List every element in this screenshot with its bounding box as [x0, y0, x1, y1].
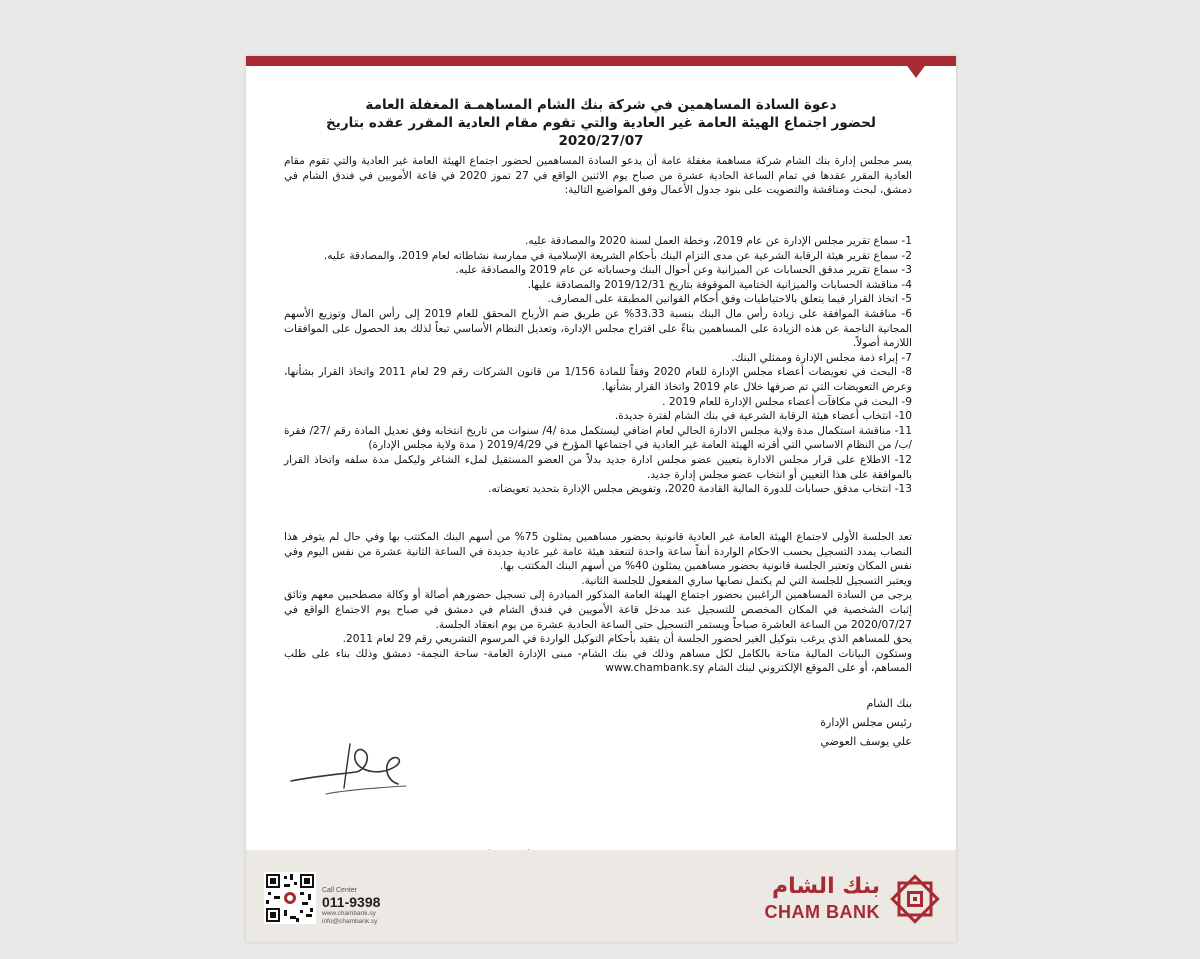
agenda-item: 1- سماع تقرير مجلس الإدارة عن عام 2019، وخطة العمل لسنة 2020 والمصادقة عليه.: [525, 235, 912, 247]
top-accent-bar: [246, 56, 956, 66]
financials-paragraph: وستكون البيانات المالية متاحة بالكامل لكل مساهم وذلك في بنك الشام- مبنى الإدارة العامة- ساحة النجمة- دمشق وذلك بناء على طلب المساهم، أو على الموقع الإلكتروني لبنك الشام www.chambank.sy: [284, 647, 912, 675]
cham-bank-logo-icon: [888, 872, 942, 926]
signature-block: [820, 694, 912, 751]
registration-paragraph: يرجى من السادة المساهمين الراغبين بحضور اجتماع الهيئة العامة المذكور المبادرة إلى تسجيل حضورهم أصالة أو وكالة مصطحبين معهم وثائق إثبات الشخصية في المكان المخصص للتسجيل عند مدخل قاعة الأمويين في فندق الشام في دمشق في صباح يوم الاجتماع الواقع في 2020/07/27 من الساعة العاشرة صباحاً ويستمر التسجيل حتى الساعة الحادية عشرة من يوم انعقاد الجلسة.: [284, 589, 912, 631]
agenda-item: 4- مناقشة الحسابات والميزانية الختامية الموقوفة بتاريخ 2019/12/31 والمصادقة عليها.: [527, 278, 912, 291]
top-notch-decoration: [900, 56, 932, 78]
agenda-item: 12- الاطلاع على قرار مجلس الادارة بتعيين عضو مجلس ادارة جديد بدلاً من العضو المستقيل لملء الشاغر وليكمل مدة سلفه واتخاذ القرار بالموافقة على هذا التعيين أو انتخاب عضو مجلس إدارة جديد.: [284, 453, 912, 481]
quorum-paragraph: تعد الجلسة الأولى لاجتماع الهيئة العامة غير العادية قانونية بحضور مساهمين يمثلون 75% من أسهم البنك المكتتب بها وفي حال لم يتوفر هذا النصاب يمدد التسجيل بحسب الاحكام الواردة أنفاً ساعة واحدة لتنعقد هيئة عامة غير عادية جديدة في الساعة الثانية عشرة من نفس اليوم وفي نفس المكان وتعتبر الجلسة قانونية بحضور مساهمين يمثلون 40% من أسهم البنك المكتتب بها.: [284, 531, 912, 573]
intro-paragraph: يسر مجلس إدارة بنك الشام شركة مساهمة مغفلة عامة أن يدعو السادة المساهمين لحضور اجتماع الهيئة العامة غير العادية والتي تقوم مقام العادية المقرر عقدها في تمام الساعة الحادية عشرة من صباح يوم الاثنين الواقع في 27 تموز 2020 في قاعة الأمويين في فندق الشام في دمشق، لبحث ومناقشة والتصويت على بنود جدول الأعمال وفق المواضيع التالية:: [284, 155, 912, 197]
footer-bar: [246, 850, 956, 942]
call-center-label: Call Center: [322, 887, 358, 894]
handwritten-signature: [286, 736, 416, 806]
registration-validity-paragraph: ويعتبر التسجيل للجلسة التي لم يكتمل نصابها ساري المفعول للجلسة الثانية.: [581, 574, 912, 587]
call-center-box: [322, 886, 380, 926]
agenda-item: 9- البحث في مكافآت أعضاء مجلس الإدارة للعام 2019 .: [662, 395, 912, 408]
agenda-item: 13- انتخاب مدقق حسابات للدورة المالية القادمة 2020، وتفويض مجلس الإدارة بتحديد تعويضاته.: [488, 483, 912, 496]
footer-email-link[interactable]: info@chambank.sy: [322, 918, 378, 925]
title-line-1: دعوة السادة المساهمين في شركة بنك الشام المساهمـة المغفلة العامة: [365, 97, 837, 113]
signature-title: رئيس مجلس الإدارة: [820, 716, 912, 729]
agenda-item: 7- إبراء ذمة مجلس الإدارة وممثلي البنك.: [731, 351, 912, 364]
qr-code-icon[interactable]: [264, 872, 316, 924]
agenda-item: 6- مناقشة الموافقة على زيادة رأس مال البنك بنسبة 33.33% عن طريق ضم الأرباح المحقق للعام 2019 إلى رأس المال وتوزيع الأسهم المجانية الناجمة عن هذه الزيادة على المساهمين بناءً على اقتراح مجلس الإدارة، وتعديل النظام الأساسي تبعاً لذلك بعد الحصول على الموافقات اللازمة أصولاً.: [284, 307, 912, 350]
signature-name: علي يوسف العوضي: [820, 735, 912, 748]
agenda-list: [284, 234, 912, 497]
document-page: [246, 56, 956, 942]
logo-english-text: CHAM BANK: [764, 902, 880, 922]
conditions-section: [284, 530, 912, 676]
agenda-item: 8- البحث في تعويضات أعضاء مجلس الإدارة للعام 2020 وفقاً للمادة 1/156 من قانون الشركات رقم 29 لعام 2011 واتخاذ القرار بشأنها، وعرض التعويضات التي تم صرفها خلال عام 2019 واتخاذ القرار بشأنها.: [284, 366, 913, 393]
agenda-item: 2- سماع تقرير هيئة الرقابة الشرعية عن مدى التزام البنك بأحكام الشريعة الإسلامية في ممارسة نشاطاته لعام 2019، والمصادقة عليه.: [323, 249, 912, 262]
title-line-2: لحضور اجتماع الهيئة العامة غير العادية والتي تقوم مقام العادية المقرر عقده بتاريخ 2020/27/07: [326, 115, 876, 149]
proxy-paragraph: يحق للمساهم الذي يرغب بتوكيل الغير لحضور الجلسة أن يتقيد بأحكام التوكيل الواردة في المرسوم التشريعي رقم 29 لعام 2011.: [342, 633, 912, 646]
agenda-item: 3- سماع تقرير مدقق الحسابات عن الميزانية وعن أحوال البنك وحساباته عن عام 2019 والمصادقة عليه.: [455, 264, 912, 277]
agenda-item: 5- اتخاذ القرار فيما يتعلق بالاحتياطيات وفق أحكام القوانين المطبقة على المصارف.: [547, 293, 912, 306]
agenda-item: 10- انتخاب أعضاء هيئة الرقابة الشرعية في بنك الشام لفترة جديدة.: [614, 410, 912, 423]
logo-arabic-text: بنك الشام: [772, 874, 880, 899]
call-center-number[interactable]: 011-9398: [322, 894, 381, 910]
agenda-item: 11- مناقشة استكمال مدة ولاية مجلس الادارة الحالي لعام اضافي ليستكمل مدة /4/ سنوات من تاريخ انتخابه وفق تعديل المادة رقم /27/ فقرة /ب/ من النظام الاساسي التي أقرته الهيئة العامة غير العادية في اجتماعها المؤرخ في 2019/4/29 ( مدة ولاية مجلس الإدارة): [284, 424, 912, 452]
footer-website-link[interactable]: www.chambank.sy: [322, 910, 376, 917]
signature-bank-name: بنك الشام: [866, 697, 912, 710]
document-content: [246, 96, 956, 832]
